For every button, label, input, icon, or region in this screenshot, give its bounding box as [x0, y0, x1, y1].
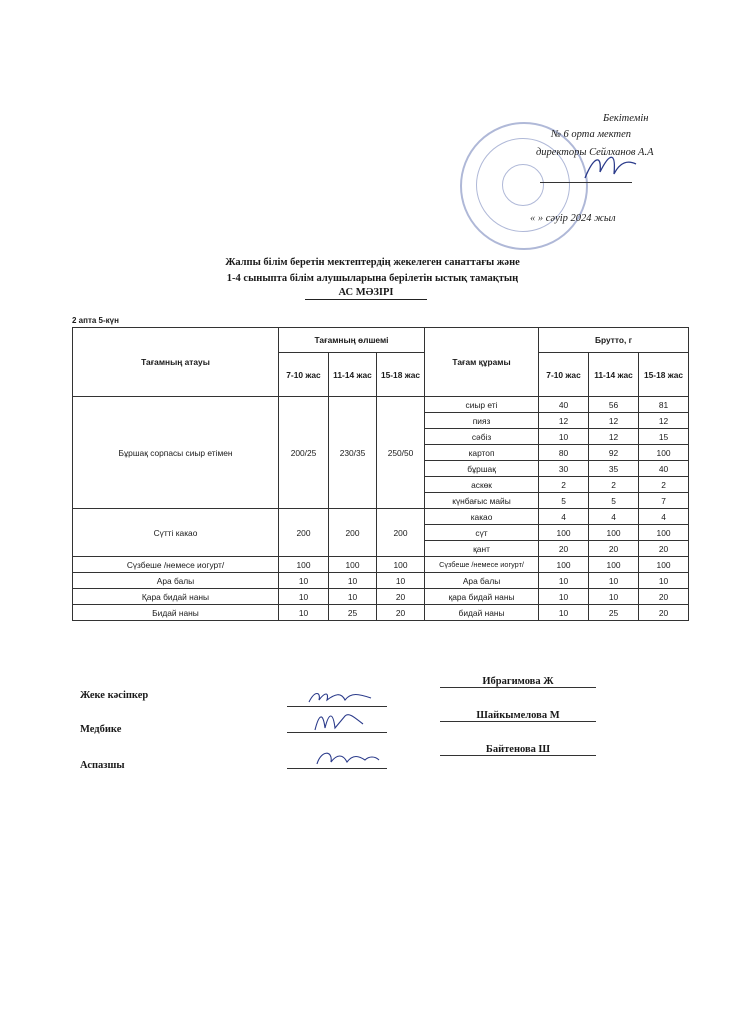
ingredient-gross-7-10: 10 [539, 605, 589, 621]
dish-portion-11-14: 100 [329, 557, 377, 573]
ingredient-gross-7-10: 10 [539, 429, 589, 445]
seal-emblem [502, 164, 544, 206]
ingredient-gross-15-18: 100 [639, 445, 689, 461]
director-signature-icon [580, 150, 640, 184]
header-age-15-18: 15-18 жас [377, 353, 425, 397]
ingredient-name: сәбіз [425, 429, 539, 445]
ingredient-gross-15-18: 12 [639, 413, 689, 429]
ingredient-gross-7-10: 10 [539, 589, 589, 605]
header-gross-age-15-18: 15-18 жас [639, 353, 689, 397]
signature-row [0, 676, 745, 716]
dish-portion-7-10: 100 [279, 557, 329, 573]
header-gross-age-11-14: 11-14 жас [589, 353, 639, 397]
ingredient-name: пияз [425, 413, 539, 429]
ingredient-gross-15-18: 7 [639, 493, 689, 509]
approval-line-1: Бекітемін [603, 113, 649, 124]
ingredient-gross-7-10: 4 [539, 509, 589, 525]
dish-portion-7-10: 200 [279, 509, 329, 557]
dish-portion-11-14: 10 [329, 573, 377, 589]
ingredient-gross-15-18: 40 [639, 461, 689, 477]
menu-table [72, 327, 689, 621]
ingredient-gross-15-18: 4 [639, 509, 689, 525]
signature-line [287, 716, 387, 733]
ingredient-gross-11-14: 5 [589, 493, 639, 509]
ingredient-gross-11-14: 12 [589, 429, 639, 445]
header-composition: Тағам құрамы [425, 328, 539, 397]
ingredient-gross-15-18: 20 [639, 589, 689, 605]
ingredient-name: какао [425, 509, 539, 525]
signature-name: Ибрагимова Ж [440, 676, 596, 688]
signature-name: Байтенова Ш [440, 744, 596, 756]
ingredient-gross-7-10: 5 [539, 493, 589, 509]
ingredient-gross-7-10: 30 [539, 461, 589, 477]
dish-portion-15-18: 10 [377, 573, 425, 589]
ingredient-name: бұршақ [425, 461, 539, 477]
heading-line-1: Жалпы білім беретін мектептердің жекелеген санаттағы және [225, 257, 520, 268]
ingredient-gross-15-18: 10 [639, 573, 689, 589]
ingredient-gross-15-18: 20 [639, 605, 689, 621]
dish-portion-15-18: 100 [377, 557, 425, 573]
dish-name: Сүтті какао [73, 509, 279, 557]
ingredient-name: бидай наны [425, 605, 539, 621]
dish-portion-15-18: 20 [377, 605, 425, 621]
ingredient-name: қант [425, 541, 539, 557]
ingredient-gross-11-14: 56 [589, 397, 639, 413]
dish-portion-11-14: 230/35 [329, 397, 377, 509]
approval-line-3: директоры Сейлханов А.А [536, 147, 654, 158]
approval-date: « » сәуір 2024 жыл [530, 213, 616, 224]
header-gross-age-7-10: 7-10 жас [539, 353, 589, 397]
dish-portion-7-10: 10 [279, 605, 329, 621]
ingredient-gross-11-14: 10 [589, 573, 639, 589]
ingredient-gross-7-10: 12 [539, 413, 589, 429]
ingredient-gross-11-14: 2 [589, 477, 639, 493]
ingredient-gross-11-14: 25 [589, 605, 639, 621]
approval-signature-line [540, 164, 632, 183]
header-gross: Брутто, г [539, 328, 689, 353]
ingredient-gross-11-14: 35 [589, 461, 639, 477]
dish-portion-7-10: 200/25 [279, 397, 329, 509]
signature-name: Шайкымелова М [440, 710, 596, 722]
ingredient-name: Сүзбеше /немесе иогурт/ [425, 557, 539, 573]
dish-portion-11-14: 200 [329, 509, 377, 557]
signature-role: Медбике [80, 724, 122, 735]
ingredient-gross-11-14: 100 [589, 525, 639, 541]
dish-name: Бидай наны [73, 605, 279, 621]
ingredient-gross-15-18: 100 [639, 525, 689, 541]
handwritten-signature-icon [311, 710, 371, 734]
week-label: 2 апта 5-күн [72, 316, 119, 325]
ingredient-gross-7-10: 20 [539, 541, 589, 557]
ingredient-name: сүт [425, 525, 539, 541]
signature-row [0, 744, 745, 784]
dish-name: Бұршақ сорпасы сиыр етімен [73, 397, 279, 509]
ingredient-name: күнбағыс майы [425, 493, 539, 509]
ingredient-gross-7-10: 2 [539, 477, 589, 493]
ingredient-name: Ара балы [425, 573, 539, 589]
header-age-11-14: 11-14 жас [329, 353, 377, 397]
dish-portion-15-18: 20 [377, 589, 425, 605]
handwritten-signature-icon [305, 688, 375, 708]
approval-line-2: № 6 орта мектеп [551, 129, 631, 140]
ingredient-gross-15-18: 100 [639, 557, 689, 573]
ingredient-gross-7-10: 10 [539, 573, 589, 589]
ingredient-name: картоп [425, 445, 539, 461]
header-portion: Тағамның өлшемі [279, 328, 425, 353]
dish-portion-15-18: 250/50 [377, 397, 425, 509]
ingredient-gross-7-10: 40 [539, 397, 589, 413]
dish-name: Ара балы [73, 573, 279, 589]
ingredient-gross-11-14: 20 [589, 541, 639, 557]
dish-portion-11-14: 10 [329, 589, 377, 605]
ingredient-gross-7-10: 100 [539, 557, 589, 573]
header-dish-name: Тағамның атауы [73, 328, 279, 397]
dish-portion-15-18: 200 [377, 509, 425, 557]
dish-portion-7-10: 10 [279, 589, 329, 605]
ingredient-gross-11-14: 92 [589, 445, 639, 461]
ingredient-name: аскөк [425, 477, 539, 493]
dish-portion-7-10: 10 [279, 573, 329, 589]
signature-role: Жеке кәсіпкер [80, 690, 149, 701]
signature-line [287, 752, 387, 769]
header-age-7-10: 7-10 жас [279, 353, 329, 397]
ingredient-gross-7-10: 80 [539, 445, 589, 461]
ingredient-name: сиыр еті [425, 397, 539, 413]
dish-portion-11-14: 25 [329, 605, 377, 621]
ingredient-gross-11-14: 12 [589, 413, 639, 429]
ingredient-gross-15-18: 15 [639, 429, 689, 445]
ingredient-gross-11-14: 10 [589, 589, 639, 605]
ingredient-gross-15-18: 81 [639, 397, 689, 413]
signature-role: Аспазшы [80, 760, 125, 771]
ingredient-name: қара бидай наны [425, 589, 539, 605]
ingredient-gross-15-18: 2 [639, 477, 689, 493]
dish-name: Сүзбеше /немесе иогурт/ [73, 557, 279, 573]
dish-name: Қара бидай наны [73, 589, 279, 605]
heading-line-2: 1-4 сыныпта білім алушыларына берілетін ыстық тамақтың [226, 273, 519, 284]
ingredient-gross-11-14: 4 [589, 509, 639, 525]
menu-title: АС МӘЗІРІ [305, 286, 427, 300]
ingredient-gross-15-18: 20 [639, 541, 689, 557]
ingredient-gross-7-10: 100 [539, 525, 589, 541]
signature-line [287, 690, 387, 707]
ingredient-gross-11-14: 100 [589, 557, 639, 573]
handwritten-signature-icon [313, 748, 383, 770]
